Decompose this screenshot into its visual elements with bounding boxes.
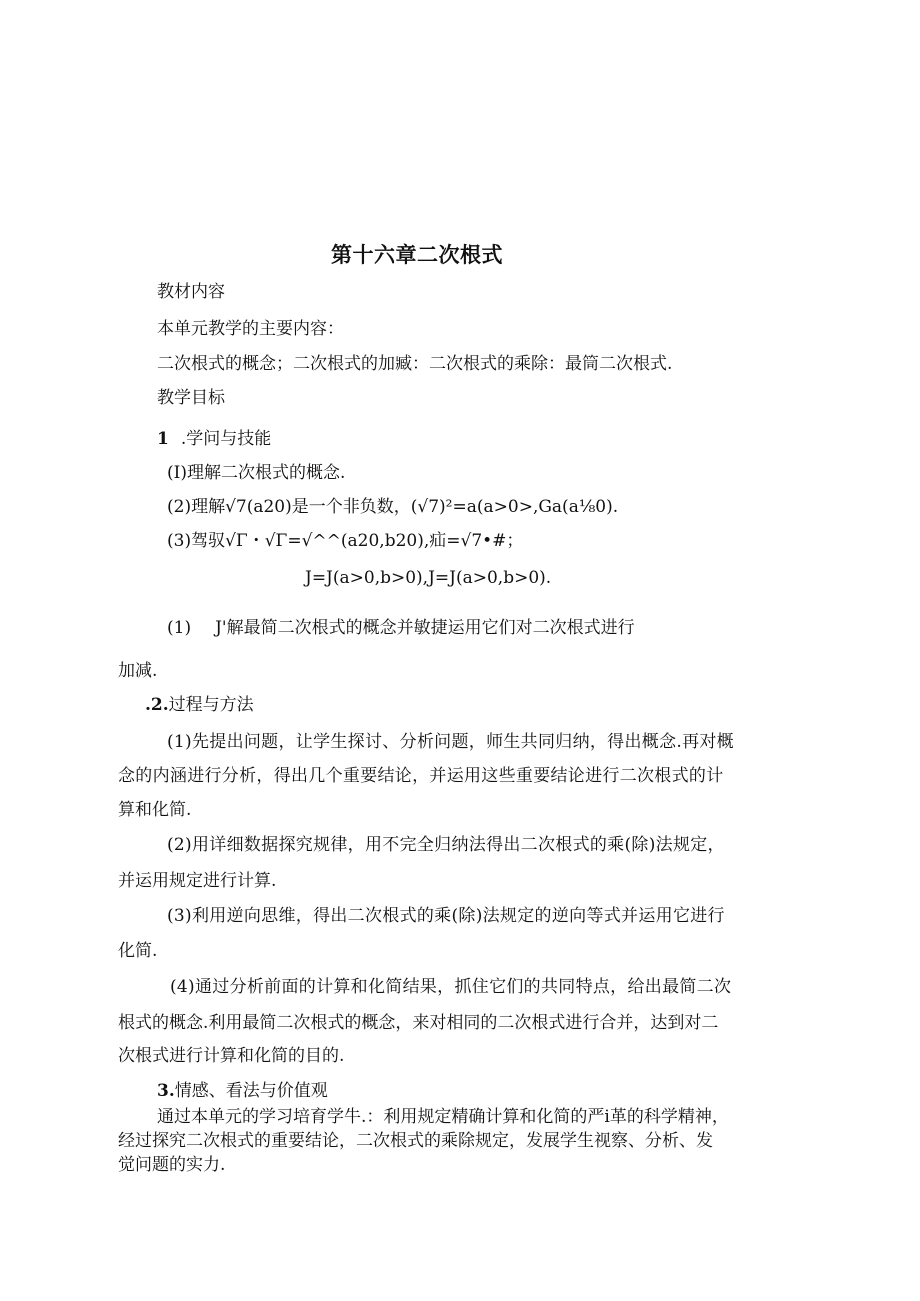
section-heading-content: 教材内容 — [157, 282, 225, 302]
goal3-line2: 经过探究二次根式的重要结论，二次根式的乘除规定，发展学生视察、分析、发 — [118, 1131, 713, 1151]
goal2-p4-line1: (4)通过分析前面的计算和化简结果，抓住它们的共同特点，给出最简二次 — [170, 977, 732, 997]
content-intro: 本单元教学的主要内容： — [157, 319, 344, 339]
goal1-heading-text: .学问与技能 — [180, 429, 272, 449]
goal1-heading — [157, 428, 271, 450]
goal2-p4-line3: 次根式进行计算和化简的目的. — [118, 1046, 345, 1066]
goal3-heading — [157, 1080, 328, 1102]
goal1-item1: (I)理解二次根式的概念. — [167, 463, 346, 483]
goal2-p3-line2: 化简. — [118, 941, 158, 961]
goal1-item4-cont: 加减. — [118, 661, 158, 681]
page-title: 第十六章二次根式 — [331, 243, 503, 267]
goal1-item2: (2)理解√7(a20)是一个非负数，(√7)²=a(a>0>,Ga(a⅛0). — [167, 497, 619, 517]
goal2-number: .2. — [145, 695, 169, 715]
goal2-p2-line1: (2)用详细数据探究规律，用不完全归纳法得出二次根式的乘(除)法规定， — [167, 835, 725, 855]
goal3-number: 3. — [157, 1081, 175, 1101]
content-list: 二次根式的概念；二次根式的加臧：二次根式的乘除：最筒二次根式. — [157, 354, 673, 374]
goal2-heading — [145, 694, 254, 716]
goal2-p2-line2: 并运用规定进行计算. — [118, 871, 277, 891]
goal2-heading-text: 过程与方法 — [168, 695, 254, 715]
goal2-p1-line1: (1)先提出问题，让学生探讨、分析问题，师生共同归纳，得出概念.再对概 — [167, 732, 734, 752]
goal3-line3: 觉问题的实力. — [118, 1155, 226, 1175]
goal1-item4-number: (1) — [167, 618, 192, 638]
goal2-p3-line1: (3)利用逆向思维，得出二次根式的乘(除)法规定的逆向等式并运用它进行 — [167, 906, 725, 926]
goal2-p1-line2: 念的内涵进行分析，得出几个重要结论，并运用这些重要结论进行二次根式的计 — [118, 766, 724, 786]
goal2-p1-line3: 算和化简. — [118, 800, 192, 820]
goal1-item4-text: J'解最简二次根式的概念并敏捷运用它们对二次根式进行 — [215, 618, 635, 638]
goal1-item4 — [167, 617, 635, 639]
goal1-item3: (3)驾驭√Γ・√Γ=√^^(a20,b20),疝=√7•#； — [167, 531, 524, 551]
goal2-p4-line2: 根式的概念.利用最简二次根式的概念，来对相同的二次根式进行合并，达到对二 — [118, 1013, 719, 1033]
goal1-number: 1 — [157, 429, 169, 449]
goal3-line1: 通过本单元的学习培育学牛.：利用规定精确计算和化简的严i革的科学精神， — [157, 1107, 729, 1127]
goal3-heading-text: 情感、看法与价值观 — [174, 1081, 328, 1101]
goal1-item3-cont: J=J(a>0,b>0),J=J(a>0,b>0). — [305, 568, 552, 588]
section-heading-goals: 教学目标 — [157, 388, 225, 408]
